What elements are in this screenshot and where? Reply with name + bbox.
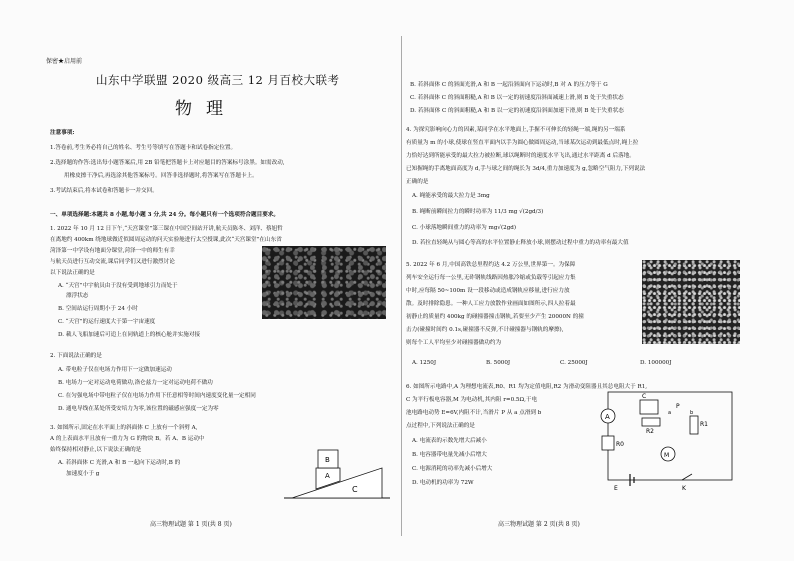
q3-stem: 始终保持相对静止,以下说法正确的是 <box>50 447 142 453</box>
q1-stem: 菏泽第一中学设有地面分课堂,菏泽一中的师生有幸 <box>50 248 175 254</box>
q6-stem: 池电路电动势 E=6V,内阻不计,当滑片 P 从 a 点滑到 b <box>406 410 542 416</box>
column-divider <box>401 36 402 536</box>
q3-option: B. 若斜面体 C 的斜面光滑,A 和 B 一起沿斜面向下运动时,B 对 A 的压力等于 G <box>410 82 608 88</box>
q2-option: C. 在匀强电场中带电粒子仅在电场力作用下任意相等时间内速度变化量一定相同 <box>58 393 256 399</box>
q6-option: B. 电容器带电量先减小后增大 <box>412 452 487 458</box>
capacitor-box <box>640 400 658 414</box>
q3-option: 加速度小于 g <box>66 471 100 477</box>
q4-stem: 力恰好达到所能承受的最大拉力被拉断,球以绳断时的速度水平飞出,通过水平距离 d 后落地。 <box>406 153 635 159</box>
switch-k <box>682 474 692 480</box>
q5-stem: 击力(碰撞时间约 0.1s,碰撞器不反弹,不计碰撞器与钢轨的摩擦), <box>406 327 564 333</box>
label-r0: R0 <box>616 441 624 448</box>
label-b: B <box>325 456 330 464</box>
q6-option: C. 电源消耗的功率先减小后增大 <box>412 466 493 472</box>
tiangong-classroom-photo <box>262 246 386 319</box>
note-item: 用橡皮擦干净后,再选涂其他答案标号。回答非选择题时,将答案写在答题卡上。 <box>64 173 258 179</box>
q1-stem: 在离地约 400km 绕地球做近似圆周运动的问天实验舱进行太空授课,此次“天宫课堂”在山东省 <box>50 237 282 243</box>
q4-stem: 4. 为探究影响向心力的因素,某同学在水平地面上,手握不可伸长的轻绳一端,绳的另一端系 <box>406 127 626 133</box>
q5-stem: 列车安全运行每一公里,无砟钢轨线路因热胀冷缩或负载等引起应力集 <box>406 275 576 281</box>
q1-option: D. 載人飞船加速后可追上在同轨道上的核心舱并实施对接 <box>58 332 201 338</box>
q5-stem: 中时,应每隔 50~100m 设一段移动或造成钢轨应移量,进行应力放 <box>406 288 570 294</box>
q1-stem: 1. 2022 年 10 月 12 日下午,“天宫课堂”第三课在中国空间站开讲,航天员陈冬、刘洋、蔡旭哲 <box>50 226 283 232</box>
q6-stem: 点过程中,下列说法正确的是 <box>406 423 475 429</box>
resistor-r0 <box>602 436 614 450</box>
q1-stem: 以下说法正确的是 <box>50 270 95 276</box>
q1-option: C. “天宫”的运行速度大于第一宇宙速度 <box>58 319 156 325</box>
q6-option: D. 电动机的功率为 72W <box>412 480 474 486</box>
rheostat-r2 <box>642 418 660 426</box>
q5-option: B. 5000J <box>486 360 511 366</box>
label-b-point: b <box>690 410 694 416</box>
q1-option: 漂浮状态 <box>66 293 89 299</box>
q5-stem: 初静止的质量约 400kg 的碰撞器撞击钢轨,若要至少产生 20000N 的撞 <box>406 314 584 320</box>
footer-left: 高三物理试题 第 1 页(共 8 页) <box>150 521 232 528</box>
q3-option: D. 若斜面体 C 的斜面粗糙,A 和 B 以一定的初速度沿斜面加速下滑,则 B 处于失重状态 <box>410 108 624 114</box>
label-c: C <box>352 485 358 494</box>
label-e: E <box>614 485 618 492</box>
label-k: K <box>682 485 686 492</box>
q6-circuit-diagram <box>594 384 740 492</box>
note-item: 3.考试结束后,将本试卷和答题卡一并交回。 <box>50 188 158 194</box>
note-item: 1.答卷前,考生务必将自己的姓名、考生号等填写在答题卡和试卷指定位置。 <box>50 145 237 151</box>
q2-stem: 2. 下面说法正确的是 <box>50 353 102 359</box>
confidential-label: 保密★启用前 <box>46 58 83 65</box>
q1-option: B. 空间站运行周期小于 24 小时 <box>58 306 138 312</box>
q3-stem: 3. 如图所示,固定在水平面上的斜面体 C 上放有一个斜劈 A, <box>50 425 198 431</box>
q3-option: A. 若斜面体 C 光滑,A 和 B 一起向下运动时,B 的 <box>58 460 181 466</box>
label-r1: R1 <box>700 421 708 428</box>
label-c: C <box>642 393 647 400</box>
q5-stem: 散。及时排除隐患。一种人工应力放散作业画面如图所示,四人拉着最 <box>406 301 576 307</box>
q4-stem: 有质量为 m 的小球,使球在竖直平面内以手为圆心做圆周运动,当球某次运动到最低点时,绳上拉 <box>406 140 639 146</box>
q2-option: B. 电场力一定对运动电荷做功,洛仑兹力一定对运动电荷不做功 <box>58 380 213 386</box>
q5-option: A. 1250J <box>412 360 437 366</box>
q6-option: A. 电流表的示数先增大后减小 <box>412 438 487 444</box>
label-a: A <box>325 472 330 480</box>
q6-stem: C 为平行板电容器,M 为电动机,其内阻 r=0.5Ω,干电 <box>406 397 538 403</box>
q6-stem: 6. 如图所示电路中,A 为理想电流表,R0、R1 均为定值电阻,R2 为滑动变阻器且其总电阻大于 R1, <box>406 384 648 390</box>
circuit-loop <box>608 392 732 480</box>
q5-option: C. 25000J <box>560 360 588 366</box>
q4-stem: 已知握绳的手离地面高度为 d,手与球之间的绳长为 3d/4,重力加速度为 g,忽略空气阻力,下列说法 <box>406 166 646 172</box>
q5-stem: 则每个工人平均至少对碰撞器做功约为 <box>406 340 502 346</box>
q3-option: C. 若斜面体 C 的斜面粗糙,A 和 B 以一定的初速度沿斜面减速上滑,则 B 处于失重状态 <box>410 95 624 101</box>
q4-option: B. 绳断前瞬间拉力的瞬时功率为 11/3 mg √(2gd/3) <box>412 209 544 215</box>
label-m: M <box>664 452 670 459</box>
q1-option: A. “天宫”中宇航员由于没有受到地球引力而处于 <box>58 283 178 289</box>
q4-option: C. 小球落地瞬间重力的功率为 mg√(2gd) <box>412 225 517 231</box>
q1-stem: 与航天员进行互动交流,课后同学们又进行激烈讨论 <box>50 259 175 265</box>
q2-option: D. 通电导线在某处所受安培力为零,该位置的磁感应强度一定为零 <box>58 406 219 412</box>
subject-title: 物理 <box>175 99 237 119</box>
q4-stem: 正确的是 <box>406 179 429 185</box>
label-p: P <box>676 403 680 410</box>
note-item: 2.选择题的作答:选出每小题答案后,用 2B 铅笔把答题卡上对应题目的答案标号涂黑。如需改动, <box>50 160 285 166</box>
label-r2: R2 <box>646 428 654 435</box>
q4-option: A. 绳能承受的最大拉力是 3mg <box>412 193 490 199</box>
footer-right: 高三物理试题 第 2 页(共 8 页) <box>498 521 580 528</box>
q3-incline-figure <box>282 428 392 502</box>
q5-option: D. 100000J <box>640 360 672 366</box>
notes-heading: 注意事项: <box>50 130 75 136</box>
exam-title: 山东中学联盟 2020 级高三 12 月百校大联考 <box>96 73 340 87</box>
q5-stem: 5. 2022 年 6 月,中国高铁总里程约达 4.2 万公里,世界第一。为保障 <box>406 262 576 268</box>
q2-option: A. 带电粒子仅在电场力作用下一定做加速运动 <box>58 367 172 373</box>
resistor-r1 <box>690 416 698 434</box>
rail-workers-photo <box>642 260 740 344</box>
q3-stem: A 的上表面水平且放有一重力为 G 的物块 B。若 A、B 运动中 <box>50 436 205 442</box>
label-ammeter: A <box>605 413 610 421</box>
section-heading: 一、单项选择题:本题共 8 小题,每小题 3 分,共 24 分。每小题只有一个选项符合题目要求。 <box>50 212 279 218</box>
label-a-point: a <box>668 410 672 416</box>
q4-option: D. 若拉直轻绳从与圆心等高的水平位置静止释放小球,则摆动过程中重力的功率有最大值 <box>412 240 629 246</box>
